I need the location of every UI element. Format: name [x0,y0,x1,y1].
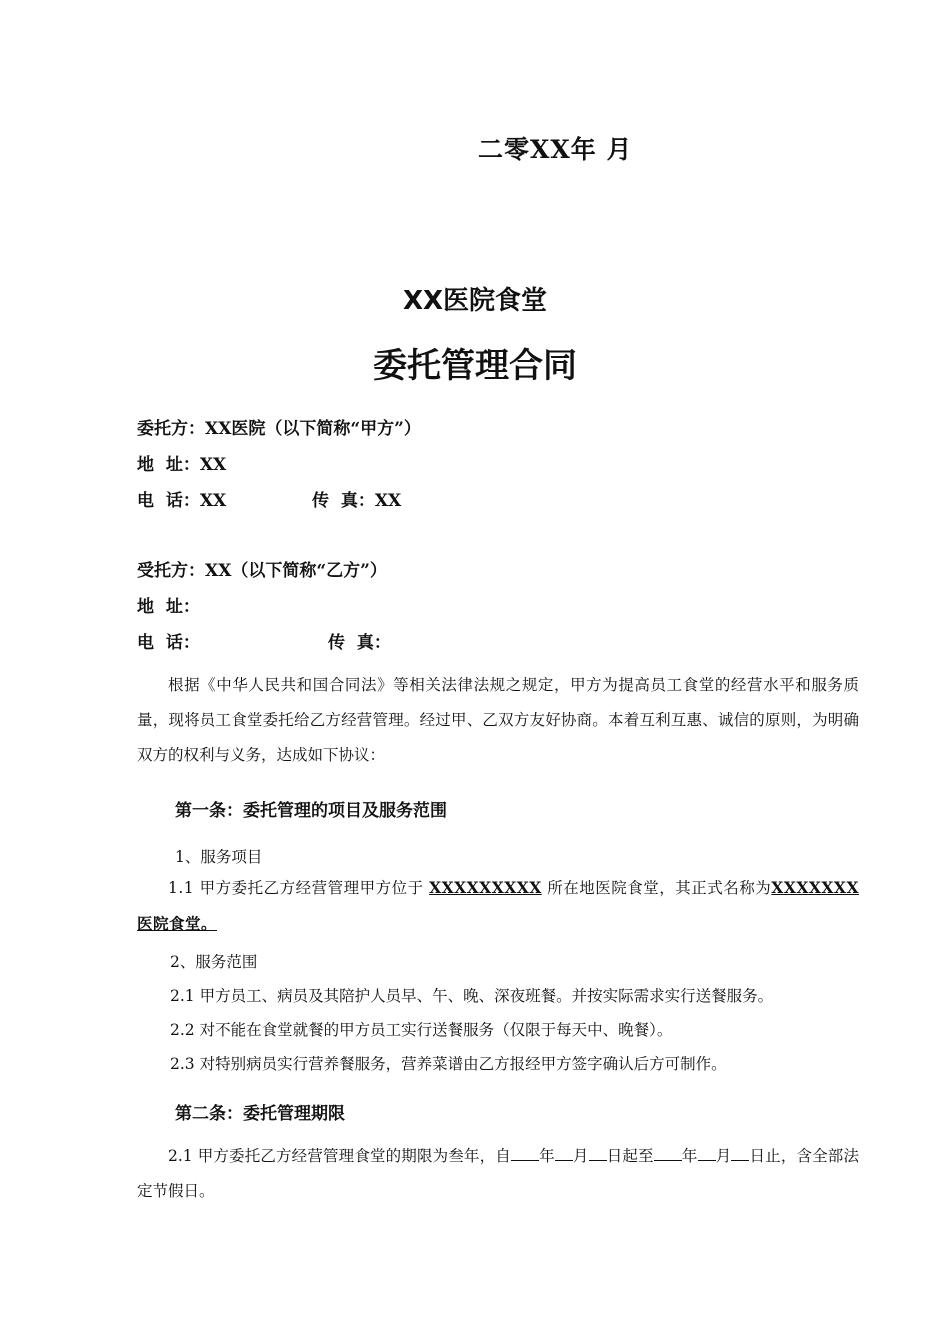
party-a-phone: 电 话：XX [137,491,227,511]
term-text-c: 月 [572,1147,589,1165]
article-1-item-2-2: 2.2 对不能在食堂就餐的甲方员工实行送餐服务（仅限于每天中、晚餐）。 [170,1021,673,1039]
article-2-title: 第二条：委托管理期限 [175,1104,345,1124]
term-text-d: 日起至 [606,1147,654,1165]
party-a-name: 委托方：XX医院（以下简称“甲方”） [137,419,421,439]
party-b-name: 受托方：XX（以下简称“乙方”） [137,561,387,581]
article-2-paragraph-1 [137,1139,859,1209]
article-1-item-2-3: 2.3 对特别病员实行营养餐服务，营养菜谱由乙方报经甲方签字确认后方可制作。 [170,1055,727,1073]
term-text-e: 年 [681,1147,698,1165]
document-title-contract: 委托管理合同 [373,346,577,386]
article-1-item-2-1: 2.1 甲方员工、病员及其陪护人员早、午、晚、深夜班餐。并按实际需求实行送餐服务。 [170,987,774,1005]
item-1-1-location: XXXXXXXXX [429,878,542,897]
article-1-item-2: 2、服务范围 [170,953,258,971]
term-text-g: 日止，含全部法定节假日。 [137,1147,859,1200]
start-month-blank [555,1146,573,1161]
term-text-a: 2.1 甲方委托乙方经营管理食堂的期限为叁年，自 [168,1147,511,1165]
article-1-title: 第一条：委托管理的项目及服务范围 [175,801,447,821]
party-b-fax: 传 真： [328,633,391,653]
end-month-blank [698,1146,716,1161]
article-1-item-1-1 [137,870,859,942]
document-title-hospital: XX医院食堂 [402,286,548,316]
end-day-blank [731,1146,749,1161]
item-1-1-prefix: 1.1 甲方委托乙方经营管理甲方位于 [168,879,424,897]
term-text-f: 月 [715,1147,732,1165]
start-year-blank [511,1146,539,1161]
article-1-item-1: 1、服务项目 [175,848,263,866]
party-a-address: 地 址：XX [137,455,227,475]
item-1-1-canteen-name: XXXXXXX医院食堂。 [137,878,859,933]
party-b-phone: 电 话： [137,633,200,653]
party-b-address: 地 址： [137,597,200,617]
contract-date: 二零XX年 月 [478,135,633,164]
start-day-blank [589,1146,607,1161]
end-year-blank [654,1146,682,1161]
party-a-fax: 传 真：XX [312,491,402,511]
item-1-1-middle: 所在地医院食堂，其正式名称为 [547,879,772,897]
preamble-paragraph: 根据《中华人民共和国合同法》等相关法律法规之规定，甲方为提高员工食堂的经营水平和服务质量，现将员工食堂委托给乙方经营管理。经过甲、乙双方友好协商。本着互利互惠、诚信的原则，为明确双方的权利与义务，达成如下协议： [137,676,859,764]
term-text-b: 年 [538,1147,555,1165]
